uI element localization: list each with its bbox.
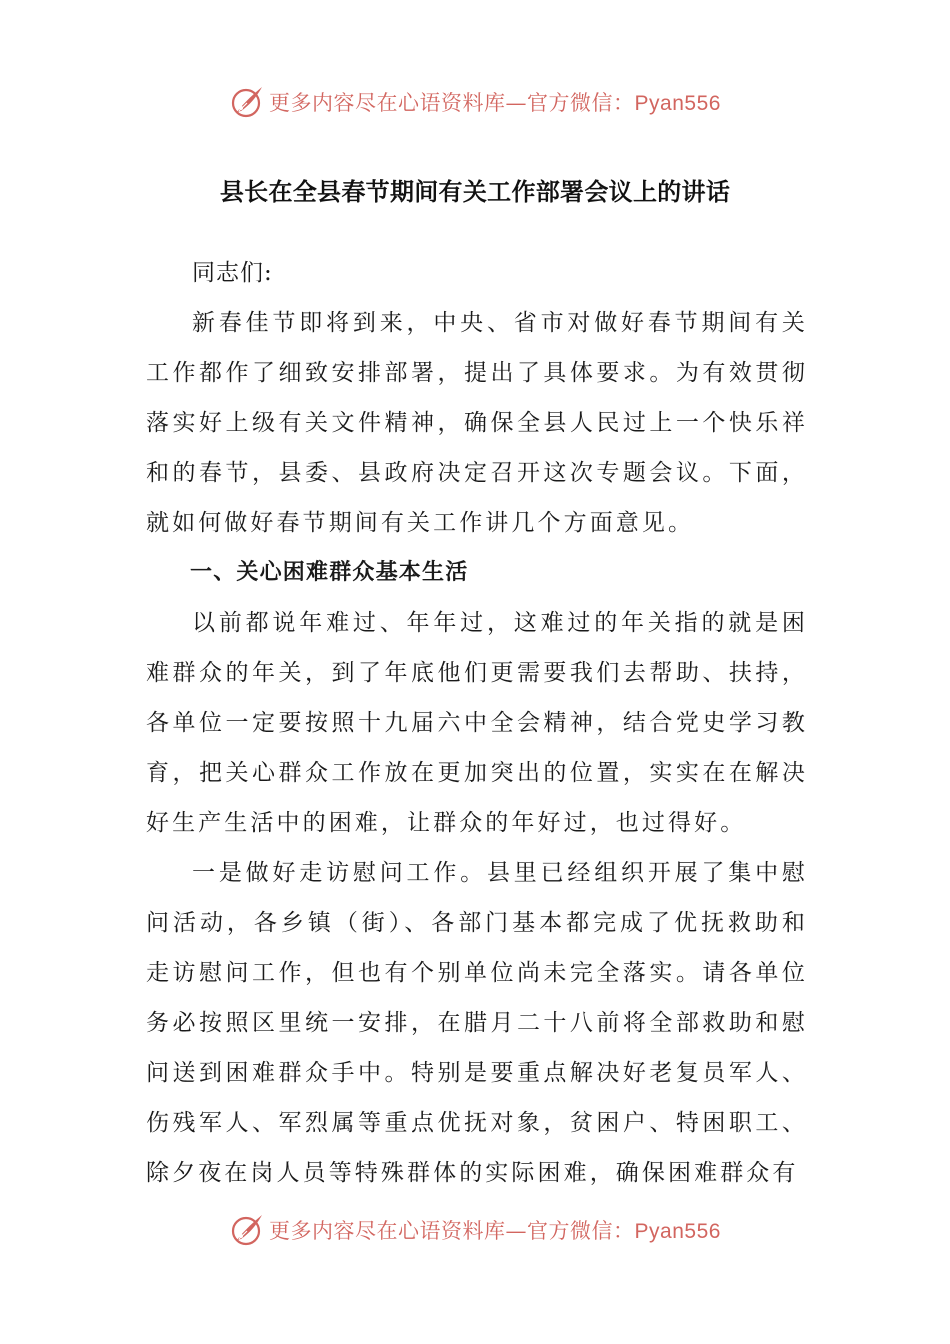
section-heading: 一、关心困难群众基本生活 xyxy=(190,560,469,585)
salutation: 同志们: xyxy=(192,260,273,286)
watermark-separator: — xyxy=(505,1219,528,1243)
document-title: 县长在全县春节期间有关工作部署会议上的讲话 xyxy=(219,177,731,206)
watermark-banner-bottom xyxy=(0,1210,950,1250)
document-body xyxy=(146,248,808,1198)
section-paragraph: 一是做好走访慰问工作。县里已经组织开展了集中慰问活动，各乡镇（街）、各部门基本都完成了优抚救助和走访慰问工作，但也有个别单位尚未完全落实。请各单位务必按照区里统一安排，在腊月二十八前将全部救助和慰问送到困难群众手中。特别是要重点解决好老复员军人、伤残军人、军烈属等重点优抚对象，贫困户、特困职工、除夕夜在岗人员等特殊群体的实际困难，确保困难群众有 xyxy=(146,860,808,1186)
watermark-official-label: 官方微信： xyxy=(527,1219,635,1243)
watermark-separator: — xyxy=(505,91,528,115)
quill-pen-circle-icon xyxy=(229,84,265,120)
watermark-banner-top xyxy=(0,82,950,122)
watermark-library-name: 更多内容尽在心语资料库 xyxy=(269,1219,506,1243)
watermark-wechat-id: Pyan556 xyxy=(634,92,721,115)
watermark-text xyxy=(269,1215,721,1245)
watermark-official-label: 官方微信： xyxy=(527,91,635,115)
watermark-text xyxy=(269,87,721,117)
watermark-wechat-id: Pyan556 xyxy=(634,1220,721,1243)
intro-paragraph: 新春佳节即将到来，中央、省市对做好春节期间有关工作都作了细致安排部署，提出了具体要求。为有效贯彻落实好上级有关文件精神，确保全县人民过上一个快乐祥和的春节，县委、县政府决定召开这次专题会议。下面，就如何做好春节期间有关工作讲几个方面意见。 xyxy=(146,310,808,536)
watermark-library-name: 更多内容尽在心语资料库 xyxy=(269,91,506,115)
section-paragraph: 以前都说年难过、年年过，这难过的年关指的就是困难群众的年关，到了年底他们更需要我们去帮助、扶持，各单位一定要按照十九届六中全会精神，结合党史学习教育，把关心群众工作放在更加突出的位置，实实在在解决好生产生活中的困难，让群众的年好过，也过得好。 xyxy=(146,610,808,836)
quill-pen-circle-icon xyxy=(229,1212,265,1248)
